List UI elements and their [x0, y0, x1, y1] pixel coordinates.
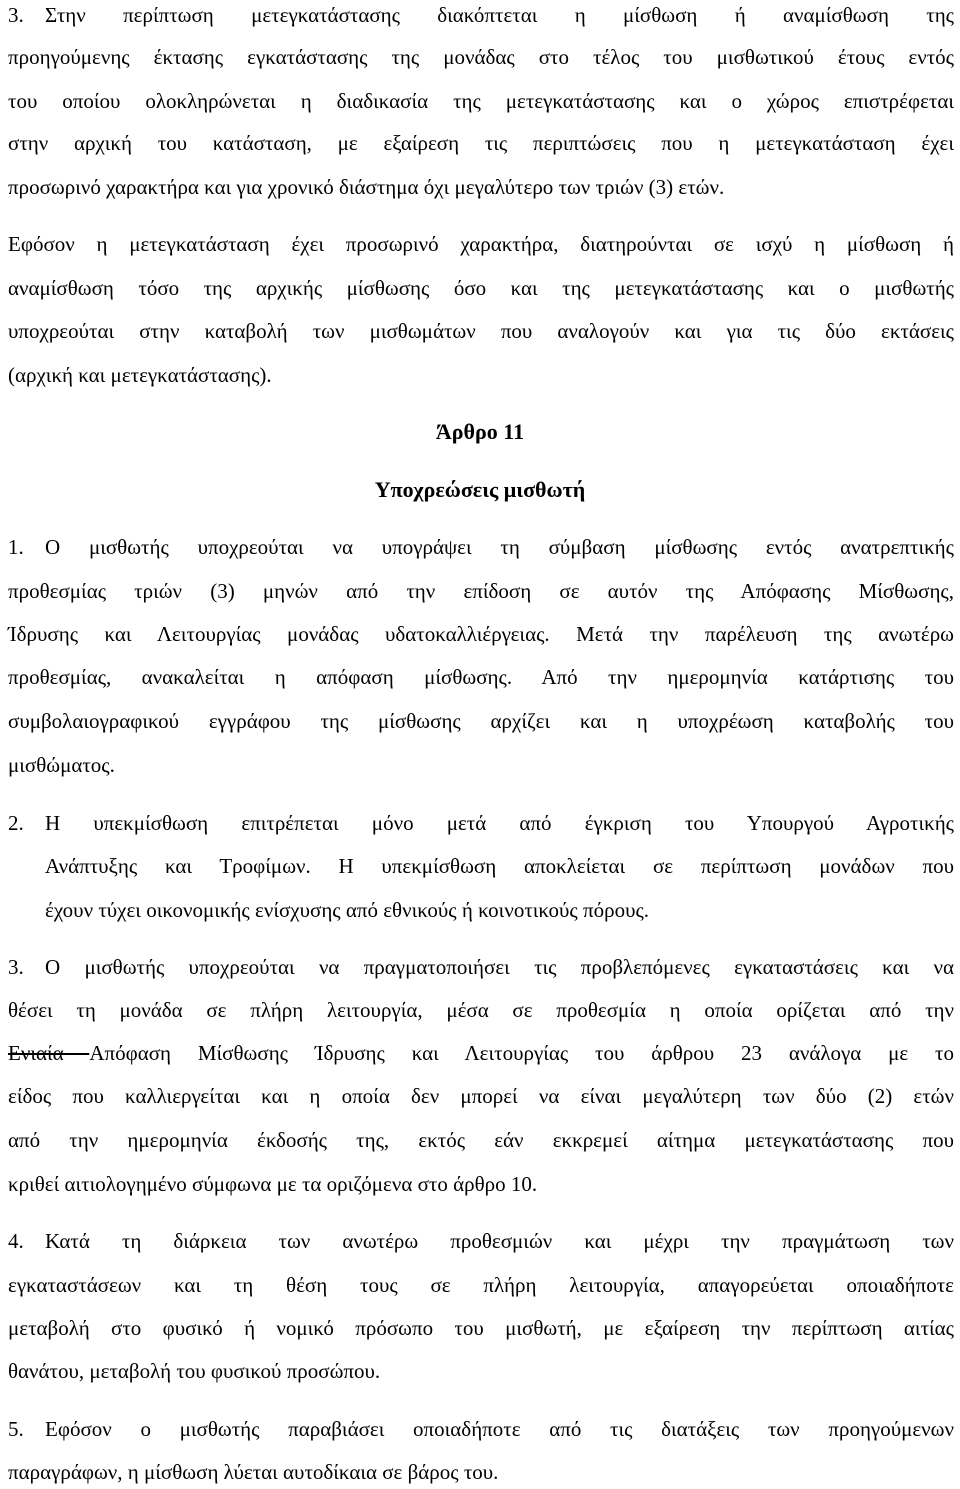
paragraph-number: 2. — [8, 811, 24, 835]
struck-word: Ενιαία — [8, 1041, 90, 1065]
paragraph-line: Εφόσον η μετεγκατάσταση έχει προσωρινό χαρακτήρα, διατηρούνται σε ισχύ η μίσθωση ή — [8, 232, 954, 256]
paragraph-line-rest: Απόφαση Μίσθωσης Ίδρυσης και Λειτουργίας του άρθρου 23 ανάλογα με το — [89, 1041, 954, 1065]
paragraph-line: Στην περίπτωση μετεγκατάστασης διακόπτεται η μίσθωση ή αναμίσθωση της — [45, 3, 954, 27]
paragraph-line: μεταβολή στο φυσικό ή νομικό πρόσωπο του μισθωτή, με εξαίρεση την περίπτωση αιτίας — [8, 1316, 954, 1340]
paragraph-number: 4. — [8, 1229, 24, 1253]
paragraph-line: θανάτου, μεταβολή του φυσικού προσώπου. — [8, 1359, 381, 1383]
paragraph-line: (αρχική και μετεγκατάστασης). — [8, 363, 272, 387]
paragraph-line: στην αρχική του κατάσταση, με εξαίρεση τις περιπτώσεις που η μετεγκατάσταση έχει — [8, 131, 954, 155]
paragraph-line: Ανάπτυξης και Τροφίμων. Η υπεκμίσθωση αποκλείεται σε περίπτωση μονάδων που — [45, 854, 954, 878]
paragraph-line: παραγράφων, η μίσθωση λύεται αυτοδίκαια σε βάρος του. — [8, 1460, 499, 1484]
paragraph-line: αναμίσθωση τόσο της αρχικής μίσθωσης όσο και της μετεγκατάστασης και ο μισθωτής — [8, 276, 954, 300]
paragraph-line: συμβολαιογραφικού εγγράφου της μίσθωσης αρχίζει και η υποχρέωση καταβολής του — [8, 709, 954, 733]
paragraph-line: Ίδρυσης και Λειτουργίας μονάδας υδατοκαλλιέργειας. Μετά την παρέλευση της ανωτέρω — [8, 622, 954, 646]
paragraph-line: υποχρεούται στην καταβολή των μισθωμάτων που αναλογούν και για τις δύο εκτάσεις — [8, 319, 954, 343]
paragraph-number: 3. — [8, 955, 24, 979]
paragraph-line: εγκαταστάσεων και τη θέση τους σε πλήρη λειτουργία, απαγορεύεται οποιαδήποτε — [8, 1273, 954, 1297]
paragraph-line: κριθεί αιτιολογημένο σύμφωνα με τα οριζόμενα στο άρθρο 10. — [8, 1172, 538, 1196]
paragraph-line: του οποίου ολοκληρώνεται η διαδικασία της μετεγκατάστασης και ο χώρος επιστρέφεται — [8, 89, 954, 113]
paragraph-line: προθεσμίας, ανακαλείται η απόφαση μίσθωσης. Από την ημερομηνία κατάρτισης του — [8, 665, 954, 689]
paragraph-line: Κατά τη διάρκεια των ανωτέρω προθεσμιών και μέχρι την πραγμάτωση των — [45, 1229, 954, 1253]
paragraph-line: είδος που καλλιεργείται και η οποία δεν μπορεί να είναι μεγαλύτερη των δύο (2) ετών — [8, 1084, 954, 1108]
paragraph-line: προθεσμίας τριών (3) μηνών από την επίδοση σε αυτόν της Απόφασης Μίσθωσης, — [8, 579, 954, 603]
paragraph-line: έχουν τύχει οικονομικής ενίσχυσης από εθνικούς ή κοινοτικούς πόρους. — [45, 898, 650, 922]
paragraph-line: Ο μισθωτής υποχρεούται να πραγματοποιήσει τις προβλεπόμενες εγκαταστάσεις και να — [45, 955, 954, 979]
paragraph-line: Η υπεκμίσθωση επιτρέπεται μόνο μετά από έγκριση του Υπουργού Αγροτικής — [45, 811, 954, 835]
paragraph-line: προσωρινό χαρακτήρα και για χρονικό διάστημα όχι μεγαλύτερο των τριών (3) ετών. — [8, 175, 725, 199]
paragraph-number: 5. — [8, 1417, 24, 1441]
paragraph-line: προηγούμενης έκτασης εγκατάστασης της μονάδας στο τέλος του μισθωτικού έτους εντός — [8, 45, 954, 69]
paragraph-line: από την ημερομηνία έκδοσής της, εκτός εάν εκκρεμεί αίτημα μετεγκατάστασης που — [8, 1128, 954, 1152]
paragraph-number: 3. — [8, 3, 24, 27]
paragraph-line: Ο μισθωτής υποχρεούται να υπογράψει τη σύμβαση μίσθωσης εντός ανατρεπτικής — [45, 535, 954, 559]
paragraph-line: Εφόσον ο μισθωτής παραβιάσει οποιαδήποτε από τις διατάξεις των προηγούμενων — [45, 1417, 954, 1441]
paragraph-number: 1. — [8, 535, 24, 559]
paragraph-line-with-strikethrough — [8, 1040, 954, 1066]
paragraph-line: μισθώματος. — [8, 753, 115, 777]
article-title: Υποχρεώσεις μισθωτή — [374, 477, 586, 502]
article-heading: Άρθρο 11 — [435, 419, 525, 444]
paragraph-line: θέσει τη μονάδα σε πλήρη λειτουργία, μέσα σε προθεσμία η οποία ορίζεται από την — [8, 998, 954, 1022]
